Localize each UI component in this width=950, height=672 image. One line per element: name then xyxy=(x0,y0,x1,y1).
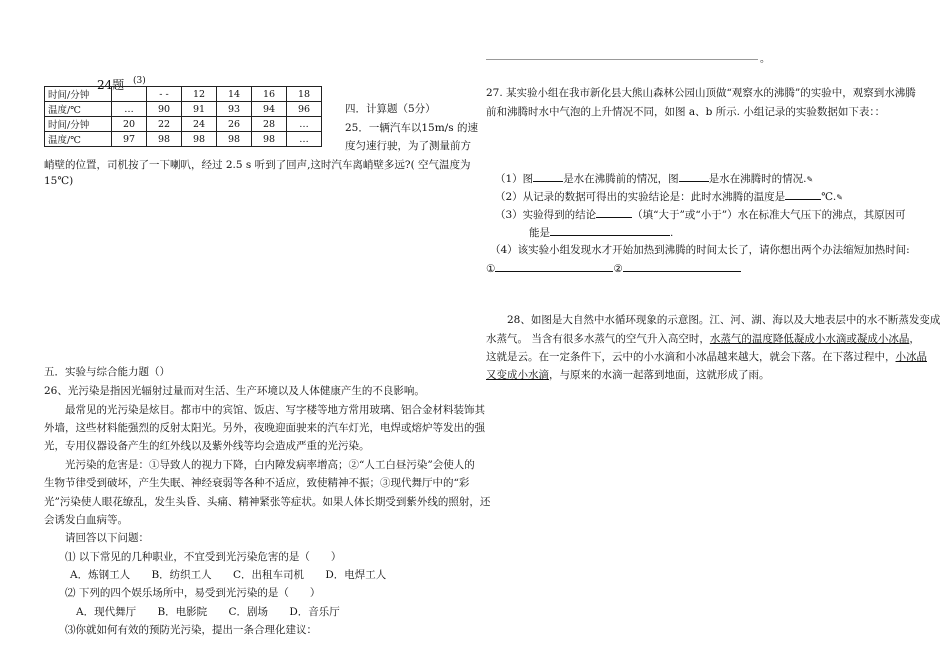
q28-line-d: 又变成小水滴，与原来的水滴一起落到地面，这就形成了雨。 xyxy=(486,369,770,381)
q26-sub3: ⑶你就如何有效的预防光污染，提出一条合理化建议： xyxy=(65,624,317,636)
answer-blank[interactable] xyxy=(533,170,563,182)
q28-line-b: 水蒸气。 当含有很多水蒸气的空气升入高空时，水蒸气的温度降低凝成小水滴或凝成小冰晶， xyxy=(486,333,920,345)
q27-sub3: （3）实验得到的结论 （填“大于”或“小于”）水在标准大气压下的沸点，其原因可 xyxy=(495,206,906,222)
table-row xyxy=(45,132,322,147)
q26-sub2-options xyxy=(76,604,358,619)
table-cell: 14 xyxy=(217,87,252,102)
option-a[interactable]: A．现代舞厅 xyxy=(76,606,137,618)
q28-line-a: 28、如图是大自然中水循环现象的示意图。江、河、湖、海以及大地表层中的水不断蒸发变成 xyxy=(507,314,941,326)
q26-p2-c: 光”污染使人眼花缭乱，发生头昏、头痛、精神紧张等症状。如果人体长期受到紫外线的照射，还 xyxy=(44,496,491,508)
q26-sub1-options xyxy=(70,567,404,582)
q28-line-c: 这就是云。在一定条件下，云中的小水滴和小冰晶越来越大，就会下落。在下落过程中，小冰晶 xyxy=(486,351,927,363)
q27-sub3-reason: 能是 . xyxy=(529,224,673,240)
table-cell: … xyxy=(287,132,322,147)
table-cell: … xyxy=(112,102,147,117)
pen-icon: ✎ xyxy=(836,193,843,202)
table-row xyxy=(45,117,322,132)
table-cell: 97 xyxy=(112,132,147,147)
table-cell: 93 xyxy=(217,102,252,117)
q25-line-b: 度匀速行驶，为了测量前方 xyxy=(345,140,471,152)
pen-icon: ✎ xyxy=(806,175,814,184)
q25-line-d: 15℃) xyxy=(44,175,74,187)
table-cell: 91 xyxy=(182,102,217,117)
q26-p2-d: 会诱发白血病等。 xyxy=(44,514,128,526)
q26-ask: 请回答以下问题： xyxy=(65,532,149,544)
q26-p1-b: 外墙，这些材料能强烈的反射太阳光。另外，夜晚迎面驶来的汽车灯光，电焊或熔炉等发出的强 xyxy=(44,422,485,434)
option-a[interactable]: A．炼钢工人 xyxy=(70,569,131,581)
table-cell: 12 xyxy=(182,87,217,102)
table-cell: - - xyxy=(147,87,182,102)
q27-sub2: （2）从记录的数据可得出的实验结论是：此时水沸腾的温度是 ℃.✎ xyxy=(495,188,843,204)
section5-heading: 五．实验与综合能力题（） xyxy=(44,366,170,378)
answer-blank[interactable] xyxy=(785,188,821,200)
table-cell: 90 xyxy=(147,102,182,117)
answer-blank[interactable] xyxy=(679,170,709,182)
row-label: 时间/分钟 xyxy=(45,117,112,132)
table-cell: 16 xyxy=(252,87,287,102)
table-cell: 28 xyxy=(252,117,287,132)
option-c[interactable]: C．出租车司机 xyxy=(233,569,305,581)
row-label: 温度/℃ xyxy=(45,132,112,147)
table-cell: 96 xyxy=(287,102,322,117)
q24-data-table xyxy=(44,86,322,147)
q26-p1-c: 光，专用仪器设备产生的红外线以及紫外线等均会造成严重的光污染。 xyxy=(44,440,370,452)
table-cell: 22 xyxy=(147,117,182,132)
q25-line-a: 25．一辆汽车以15m/s 的速 xyxy=(345,122,478,134)
table-cell: … xyxy=(287,117,322,132)
q25-line-c: 峭壁的位置，司机按了一下喇叭，经过 2.5 s 听到了回声,这时汽车离峭壁多远?( 空气温度为 xyxy=(44,159,471,171)
table-cell: 18 xyxy=(287,87,322,102)
q26-sub2: ⑵ 下列的四个娱乐场所中，易受到光污染的是（ ） xyxy=(65,587,321,599)
option-b[interactable]: B．纺织工人 xyxy=(151,569,212,581)
q27-sub1: （1）图 是水在沸腾前的情况，图 是水在沸腾时的情况.✎ xyxy=(495,170,813,186)
answer-blank[interactable] xyxy=(495,260,613,272)
table-cell: 98 xyxy=(182,132,217,147)
row-label: 温度/℃ xyxy=(45,102,112,117)
q26-p2-a: 光污染的危害是：①导致人的视力下降，白内障发病率增高；②“人工白昼污染”会使人的 xyxy=(65,459,475,471)
table-cell: 98 xyxy=(252,132,287,147)
option-b[interactable]: B．电影院 xyxy=(157,606,208,618)
option-d[interactable]: D．电焊工人 xyxy=(325,569,387,581)
table-cell: 98 xyxy=(217,132,252,147)
q24-part: (3) xyxy=(133,76,146,86)
table-cell: 20 xyxy=(112,117,147,132)
row-label: 时间/分钟 xyxy=(45,87,112,102)
q26-p2-b: 生物节律受到破坏，产生失眠、神经衰弱等各种不适应，致使精神不振；③现代舞厅中的“彩 xyxy=(44,477,470,489)
q26-title: 26、光污染是指因光辐射过量而对生活、生产环境以及人体健康产生的不良影响。 xyxy=(44,385,425,397)
header-rule-mark: 。 xyxy=(760,54,770,65)
option-c[interactable]: C．剧场 xyxy=(228,606,269,618)
q27-intro-a: 27. 某实验小组在我市新化县大熊山森林公园山顶做“观察水的沸腾”的实验中，观察到水沸腾 xyxy=(486,87,916,99)
answer-blank[interactable] xyxy=(550,224,670,236)
q26-sub1: ⑴ 以下常见的几种职业，不宜受到光污染危害的是（ ） xyxy=(65,551,342,563)
option-d[interactable]: D．音乐厅 xyxy=(289,606,340,618)
q27-methods: ① ② xyxy=(486,260,741,275)
table-cell: 94 xyxy=(252,102,287,117)
section4-heading: 四．计算题（5分） xyxy=(345,103,436,115)
table-cell xyxy=(112,87,147,102)
table-cell: 24 xyxy=(182,117,217,132)
answer-blank[interactable] xyxy=(623,260,741,272)
table-cell: 26 xyxy=(217,117,252,132)
q27-intro-b: 前和沸腾时水中气泡的上升情况不同，如图 a、b 所示. 小组记录的实验数据如下表：： xyxy=(486,106,886,118)
table-row xyxy=(45,102,322,117)
q26-p1-a: 最常见的光污染是炫目。都市中的宾馆、饭店、写字楼等地方常用玻璃、铝合金材料装饰其 xyxy=(65,404,485,416)
table-cell: 98 xyxy=(147,132,182,147)
table-row xyxy=(45,87,322,102)
header-rule xyxy=(486,59,758,60)
answer-blank[interactable] xyxy=(596,206,632,218)
q24-title: 24题 xyxy=(97,78,125,92)
q27-sub4: （4）该实验小组发现水才开始加热到沸腾的时间太长了，请你想出两个办法缩短加热时间: xyxy=(490,244,910,256)
